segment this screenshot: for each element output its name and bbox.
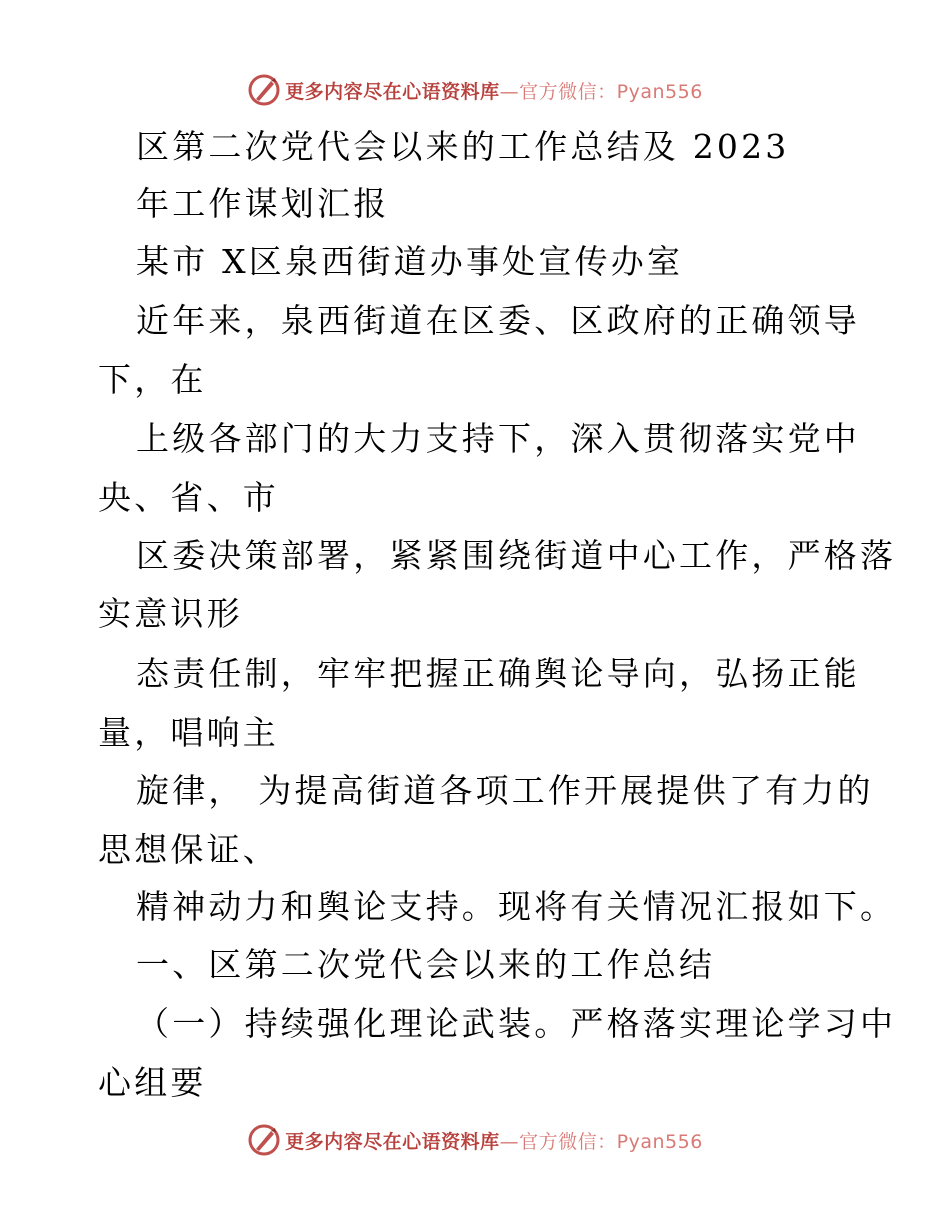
quill-logo-icon — [247, 73, 281, 107]
doc-text-line: 精神动力和舆论支持。现将有关情况汇报如下。 — [136, 887, 897, 926]
doc-text-line: 思想保证、 — [98, 830, 279, 869]
doc-text-line: 区委决策部署，紧紧围绕街道中心工作，严格落 — [136, 536, 897, 575]
doc-text-line: 量，唱响主 — [98, 713, 279, 752]
footer-watermark — [0, 1118, 950, 1162]
watermark-text: 更多内容尽在心语资料库—官方微信：Pyan556 — [285, 80, 703, 103]
doc-text-line: 下，在 — [98, 360, 207, 399]
doc-title-line-1: 区第二次党代会以来的工作总结及 2023 — [136, 127, 790, 166]
doc-text-line: 实意识形 — [98, 594, 243, 633]
watermark-text: 更多内容尽在心语资料库—官方微信：Pyan556 — [285, 1130, 703, 1153]
doc-text-line: 态责任制，牢牢把握正确舆论导向，弘扬正能 — [136, 654, 860, 693]
doc-text-line: 旋律， 为提高街道各项工作开展提供了有力的 — [136, 771, 874, 810]
header-watermark — [0, 68, 950, 112]
doc-subsection-heading: （一）持续强化理论武装。严格落实理论学习中 — [136, 1004, 897, 1043]
doc-text-line: 心组要 — [98, 1063, 207, 1102]
doc-text-line: 央、省、市 — [98, 478, 279, 517]
doc-text-line: 近年来，泉西街道在区委、区政府的正确领导 — [136, 301, 860, 340]
doc-title-line-2: 年工作谋划汇报 — [136, 184, 390, 223]
quill-logo-icon — [247, 1123, 281, 1157]
doc-section-heading: 一、区第二次党代会以来的工作总结 — [136, 945, 716, 984]
doc-text-line: 上级各部门的大力支持下，深入贯彻落实党中 — [136, 419, 860, 458]
doc-author: 某市 X区泉西街道办事处宣传办室 — [136, 242, 684, 281]
